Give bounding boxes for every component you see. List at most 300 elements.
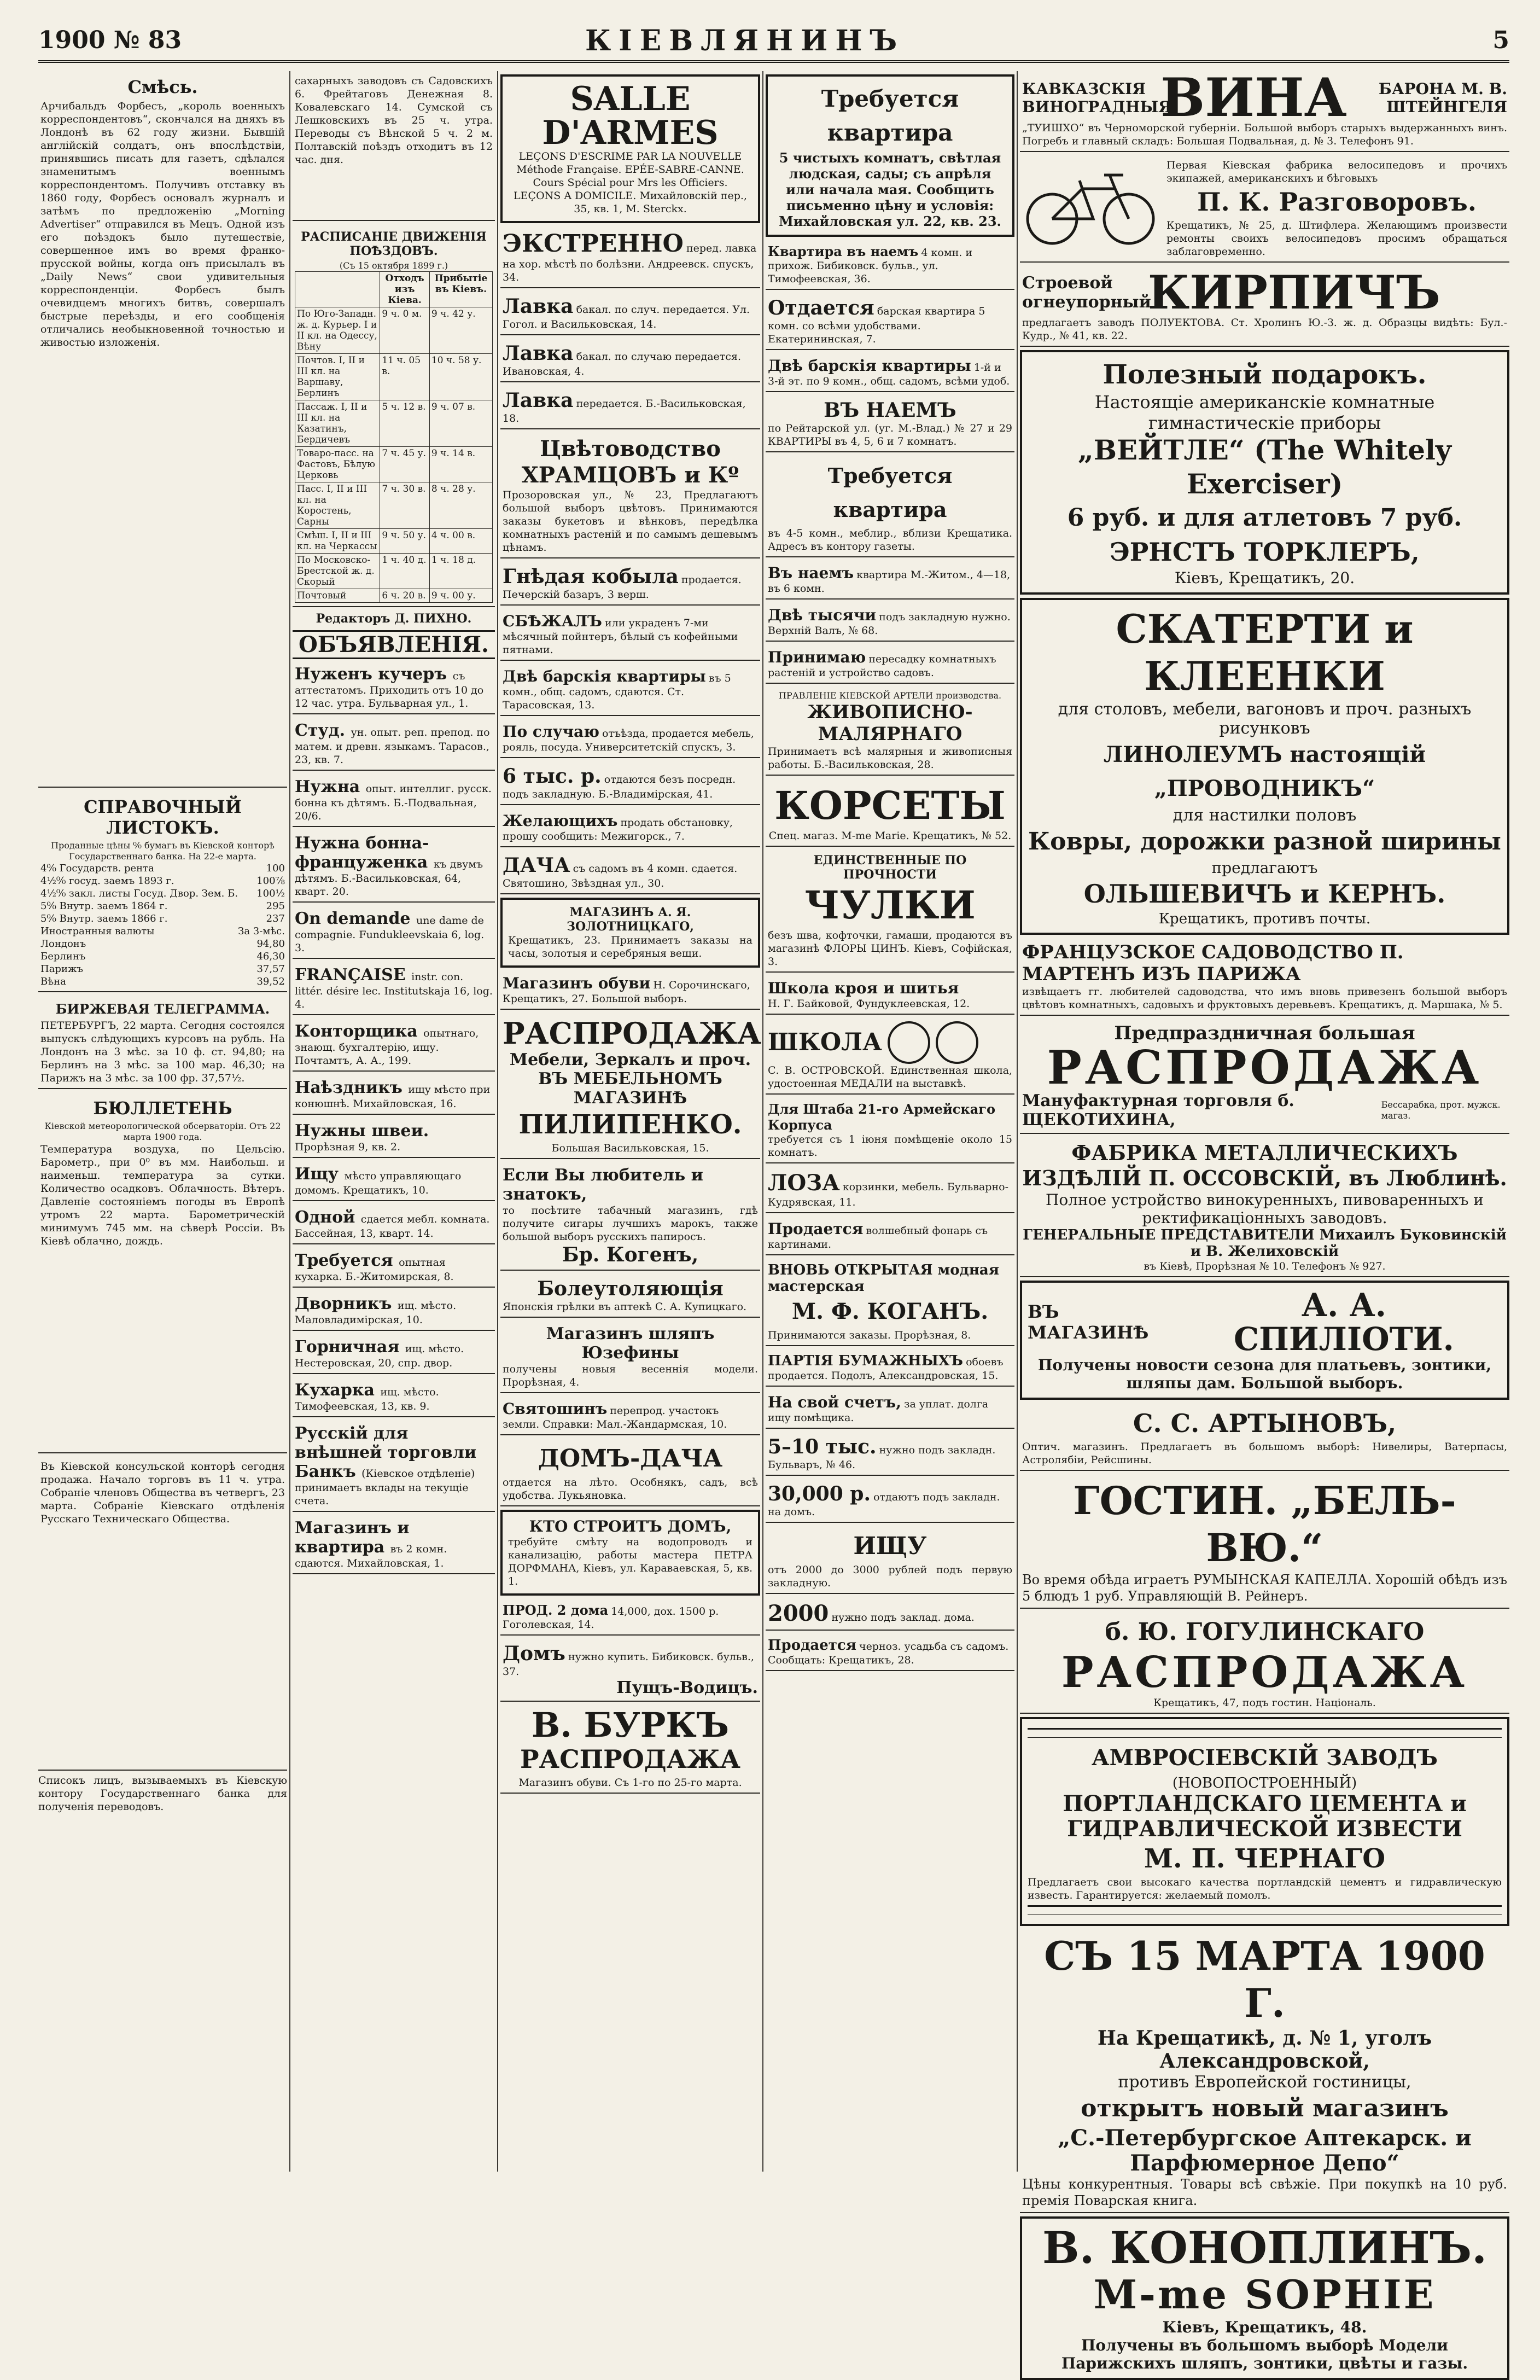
loan-5-10-ad bbox=[766, 1432, 1014, 1476]
exerciser-price: 6 руб. и для атлетовъ 7 руб. bbox=[1067, 504, 1462, 532]
jeweler-title: МАГАЗИНЪ А. Я. ЗОЛОТНИЦКАГО, bbox=[567, 905, 694, 934]
quote-value: 37,57 bbox=[256, 963, 285, 975]
quote-row bbox=[40, 862, 285, 875]
classified-ad-text: ищ. мѣсто. Тимофеевская, 13, кв. 9. bbox=[295, 1386, 439, 1412]
schedule-cell: Почтов. I, II и III кл. на Варшаву, Берлинъ bbox=[295, 354, 380, 400]
wicker-ad bbox=[766, 1167, 1014, 1213]
shop-head-3: Лавка bbox=[503, 389, 574, 412]
quote-value: 46,30 bbox=[256, 951, 285, 962]
cement-sub: (НОВОПОСТРОЕННЫЙ) bbox=[1172, 1775, 1357, 1791]
two-flats-ad bbox=[766, 353, 1014, 392]
carpets-title: Ковры, дорожки разной ширины bbox=[1028, 828, 1501, 856]
bicycle-maker: П. К. Разговоровъ. bbox=[1197, 187, 1477, 217]
newspaper-title: КІЕВЛЯНИНЪ bbox=[585, 24, 905, 57]
mare-ad bbox=[500, 562, 760, 606]
story bbox=[38, 71, 287, 788]
optics-text: Оптич. магазинъ. Предлагаетъ въ большомъ выборѣ: Нивелиры, Ватерпасы, Астролябіи, Рейсшины. bbox=[1022, 1441, 1507, 1466]
shop-text-3: передается. Б.-Васильковская, 18. bbox=[503, 398, 746, 424]
painters-sub: ПРАВЛЕНІЕ КІЕВСКОЙ АРТЕЛИ производства. bbox=[778, 690, 1002, 701]
reference-title: СПРАВОЧНЫЙ ЛИСТОКЪ. bbox=[84, 796, 242, 838]
classified-ad-text: съ аттестатомъ. Приходить отъ 10 до 12 час. утра. Бульварная ул., 1. bbox=[295, 670, 484, 709]
hats-head: Магазинъ шляпъ Юзефины bbox=[546, 1324, 715, 1363]
schedule-row bbox=[295, 482, 493, 529]
quote-value: 39,52 bbox=[256, 976, 285, 987]
two-flats-head: Двѣ барскія квартиры bbox=[768, 357, 971, 375]
schedule-row bbox=[295, 354, 493, 400]
pharmacy-against: противъ Европейской гостиницы, bbox=[1118, 2073, 1411, 2092]
houses-sale-ad bbox=[500, 1599, 760, 1636]
sewing-school-ad bbox=[766, 976, 1014, 1015]
flat-wanted-text: 5 чистыхъ комнатъ, свѣтлая людская, сады; съ апрѣля или начала мая. Сообщить письменно цѣну и условія: Михайловская ул. 22, кв. 23. bbox=[779, 150, 1001, 229]
classified-ad-text: въ 2 комн. сдаются. Михайловская, 1. bbox=[295, 1543, 447, 1569]
loan-2000-text: нужно подъ заклад. дома. bbox=[831, 1611, 975, 1623]
classified-ad-text: instr. con. littér. désire lec. Institutskaja 16, log. 4. bbox=[295, 971, 493, 1010]
stockings-text: безъ шва, кофточки, гамаши, продаются въ магазинѣ ФЛОРЫ ЦИНЪ. Кіевъ, Софійская, 3. bbox=[768, 929, 1012, 968]
flat-wanted-2-title: Требуется квартира bbox=[827, 463, 953, 522]
classified-ads bbox=[293, 661, 495, 1574]
cigar-text: то посѣтите табачный магазинъ, гдѣ получите сигары лучшихъ марокъ, также большой выборъ русскихъ папиросъ. bbox=[503, 1204, 758, 1243]
flat-rent-ad bbox=[766, 240, 1014, 290]
quote-value: За 3-мѣс. bbox=[238, 926, 285, 937]
quote-name: 5⁰⁄₀ Внутр. заемъ 1866 г. bbox=[40, 913, 168, 924]
schedule-cell: 9 ч. 50 у. bbox=[380, 529, 430, 554]
urgent-text: перед. лавка на хор. мѣстѣ по болѣзни. Андреевск. спускъ, 34. bbox=[503, 242, 757, 283]
quote-row bbox=[40, 887, 285, 900]
for-rent-ad bbox=[766, 395, 1014, 452]
flat-let-text: барская квартира 5 комн. со всѣми удобствами. Екатерининская, 7. bbox=[768, 305, 985, 345]
shoes-ad bbox=[500, 971, 760, 1010]
pharmacy-name: „С.-Петербургское Аптекарск. и Парфюмерное Депо“ bbox=[1058, 2125, 1472, 2176]
classified-ad-text: сдается мебл. комната. Бассейная, 13, кварт. 14. bbox=[295, 1213, 490, 1240]
houses-sale-head: ПРОД. 2 дома bbox=[503, 1602, 609, 1618]
quote-name: 5⁰⁄₀ Внутр. заемъ 1864 г. bbox=[40, 900, 168, 912]
exerciser-text: Настоящіе американскіе комнатные гимнастическіе приборы bbox=[1094, 392, 1435, 433]
lantern-head: Продается bbox=[768, 1220, 864, 1238]
own-account-head: На свой счетъ, bbox=[768, 1393, 901, 1411]
two-thousand-head: Двѣ тысячи bbox=[768, 606, 877, 624]
urgent-head: ЭКСТРЕННО bbox=[503, 230, 684, 258]
two-flats-text: 1-й и 3-й эт. по 9 комн., общ. садомъ, всѣми удоб. bbox=[768, 362, 1010, 387]
wicker-head: ЛОЗА bbox=[768, 1170, 840, 1196]
hotel-name: ГОСТИН. „БЕЛЬ-ВЮ.“ bbox=[1073, 1478, 1456, 1570]
loan-5-10-head: 5–10 тыс. bbox=[768, 1435, 877, 1458]
classified-ad bbox=[293, 1248, 495, 1288]
schedule-cell: Пассаж. I, II и III кл. на Казатинъ, Бердичевъ bbox=[295, 400, 380, 447]
shop-text-1: бакал. по случ. передается. Ул. Гогол. и Васильковская, 14. bbox=[503, 304, 750, 330]
for-rent-head: ВЪ НАЕМЪ bbox=[824, 399, 956, 422]
fashion-text: Принимаются заказы. Прорѣзная, 8. bbox=[768, 1329, 971, 1341]
schedule-cell: 1 ч. 40 д. bbox=[380, 554, 430, 589]
schedule-cell: 7 ч. 30 в. bbox=[380, 482, 430, 529]
loan-30000-ad bbox=[766, 1479, 1014, 1523]
exerciser-ad bbox=[1020, 350, 1509, 595]
column-5 bbox=[1020, 67, 1509, 2372]
classified-ad-head: Нужна бонна-француженка bbox=[295, 834, 434, 872]
classified-ad-head: Нуженъ кучеръ bbox=[295, 665, 453, 684]
school-title: ШКОЛА bbox=[768, 1028, 882, 1056]
metal-factory-text: Полное устройство винокуренныхъ, пивоваренныхъ и ректификаціонныхъ заводовъ. bbox=[1046, 1191, 1484, 1227]
gogulinsky-ad bbox=[1020, 1612, 1509, 1714]
loan-text: отдаются безъ посредн. подъ закладную. Б.-Владимірская, 41. bbox=[503, 773, 736, 800]
classified-ad bbox=[293, 1204, 495, 1244]
pilipenko-goods: Мебели, Зеркалъ и проч. ВЪ МЕБЕЛЬНОМЪ МАГАЗИНѢ bbox=[509, 1050, 751, 1108]
spilioti-text: Получены новости сезона для платьевъ, зонтики, шляпы дам. Большой выборъ. bbox=[1037, 1356, 1492, 1392]
pharmacy-date: СЪ 15 МАРТА 1900 Г. bbox=[1044, 1933, 1485, 2026]
wicker-text: корзинки, мебель. Бульварно-Кудрявская, 11. bbox=[768, 1181, 1008, 1208]
burk-sale: РАСПРОДАЖА bbox=[520, 1744, 740, 1774]
flat-let-head: Отдается bbox=[768, 296, 874, 319]
seek-text: отъ 2000 до 3000 рублей подъ первую закладную. bbox=[768, 1564, 1012, 1589]
flat-wanted-title: Требуется квартира bbox=[821, 85, 959, 146]
school-text: С. В. ОСТРОВСКОЙ. Единственная школа, удостоенная МЕДАЛИ на выставкѣ. bbox=[768, 1064, 1012, 1090]
rent-head: Въ наемъ bbox=[768, 564, 854, 582]
loan-head: 6 тыс. р. bbox=[503, 765, 602, 788]
house-wanted-head: Домъ bbox=[503, 1642, 565, 1665]
story-title: Смѣсь. bbox=[127, 77, 198, 97]
mare-head: Гнѣдая кобыла bbox=[503, 565, 679, 588]
schedule-row bbox=[295, 447, 493, 482]
wine-text: „ТУИШХО“ въ Черноморской губерніи. Большой выборъ старыхъ выдержанныхъ винъ. Погребъ и главный складъ: Большая Подвальная, д. № 3. Телефонъ 91. bbox=[1022, 122, 1507, 147]
tablecloth-title: СКАТЕРТИ и КЛЕЕНКИ bbox=[1116, 606, 1414, 699]
metal-factory-title: ФАБРИКА МЕТАЛЛИЧЕСКИХЪ ИЗДѢЛІЙ П. ОССОВСКІЙ, въ Люблинѣ. bbox=[1022, 1140, 1507, 1190]
for-rent-text: по Рейтарской ул. (уг. М.-Влад.) № 27 и 29 КВАРТИРЫ въ 4, 5, 6 и 7 комнатъ. bbox=[768, 422, 1012, 447]
cement-text: Предлагаетъ свои высокаго качества портландскій цементъ и гидравлическую известь. Гарантируется: желаемый помолъ. bbox=[1028, 1876, 1502, 1901]
pilipenko-addr: Большая Васильковская, 15. bbox=[551, 1142, 709, 1154]
flats-head: Двѣ барскія квартиры bbox=[503, 667, 706, 685]
quote-value: 100 bbox=[266, 863, 285, 874]
linoleum-title: ЛИНОЛЕУМЪ настоящій „ПРОВОДНИКЪ“ bbox=[1103, 742, 1426, 801]
classified-ad bbox=[293, 906, 495, 959]
spilioti-ad bbox=[1020, 1281, 1509, 1400]
cement-owner: М. П. ЧЕРНАГО bbox=[1144, 1843, 1386, 1874]
exerciser-addr: Кіевъ, Крещатикъ, 20. bbox=[1174, 569, 1355, 587]
classified-ad-head: Кухарка bbox=[295, 1381, 381, 1400]
notices-text: Въ Кіевской консульской конторѣ сегодня продажа. Начало торговъ въ 11 ч. утра. Собраніе членовъ Общества въ четвергъ, 23 марта. Собраніе Кіевскаго отдѣленія Русскаго Техническаго Общества. bbox=[40, 1460, 285, 1525]
linoleum-text: для настилки половъ bbox=[1172, 806, 1357, 825]
rent-text: квартира М.-Житом., 4—18, въ 6 комн. bbox=[768, 569, 1011, 595]
cigar-title: Если Вы любитель и знатокъ, bbox=[503, 1166, 703, 1204]
hats-text: получены новыя весеннія модели. Прорѣзная, 4. bbox=[503, 1363, 758, 1388]
schedule-cell: По Московско-Брестской ж. д. Скорый bbox=[295, 554, 380, 589]
furniture-head: По случаю bbox=[503, 723, 599, 741]
two-thousand-ad bbox=[766, 603, 1014, 642]
sewing-school-head: Школа кроя и шитья bbox=[768, 979, 959, 997]
schedule-cell: 9 ч. 14 в. bbox=[429, 447, 492, 482]
quote-row bbox=[40, 950, 285, 963]
svyatoshin-text: перепрод. участокъ земли. Справки: Мал.-Жандармская, 10. bbox=[503, 1405, 727, 1430]
loan-5-10-text: нужно подъ закладн. Бульваръ, № 46. bbox=[768, 1444, 996, 1471]
schedule-cell: 9 ч. 07 в. bbox=[429, 400, 492, 447]
schedule-cell: Товаро-пасс. на Фастовъ, Бѣлую Церковь bbox=[295, 447, 380, 482]
estate-sale-text: черноз. усадьба съ садомъ. Сообщать: Крещатикъ, 28. bbox=[768, 1640, 1009, 1666]
classified-ad-head: Магазинъ и квартира bbox=[295, 1518, 410, 1557]
flowers-text: Прозоровская ул., № 23, Предлагаютъ большой выборъ цвѣтовъ. Принимаются заказы букетовъ и вѣнковъ, передѣлка комнатныхъ растеній и по самымъ дешевымъ цѣнамъ. bbox=[503, 489, 758, 554]
classified-ad-text: мѣсто управляющаго домомъ. Крещатикъ, 10. bbox=[295, 1170, 462, 1196]
quote-value: 100½ bbox=[256, 888, 285, 899]
furniture-text: отъѣзда, продается мебель, рояль, посуда. Университетскій спускъ, 3. bbox=[503, 728, 754, 753]
ornament-border bbox=[1028, 1728, 1502, 1738]
stockings-title: ЧУЛКИ bbox=[804, 882, 976, 928]
classified-ad-text: Прорѣзная 9, кв. 2. bbox=[295, 1141, 401, 1153]
classified-ad bbox=[293, 830, 495, 903]
quote-value: 237 bbox=[266, 913, 285, 924]
schedule-cell: По Юго-Западн. ж. д. Курьер. I и II кл. на Одессу, Вѣну bbox=[295, 307, 380, 354]
quote-name: 4½⁰⁄₀ закл. листы Госуд. Двор. Зем. Б. bbox=[40, 888, 238, 899]
schedule-subtitle: (Съ 15 октября 1899 г.) bbox=[339, 260, 448, 271]
flat-wanted-ad bbox=[766, 74, 1014, 237]
loan-30000-text: отдаютъ подъ закладн. на домъ. bbox=[768, 1491, 1000, 1518]
schedule-row bbox=[295, 589, 493, 603]
mare-text: продается. Печерскій базаръ, 3 верш. bbox=[503, 574, 742, 601]
classified-ad-text: ун. опыт. реп. препод. по матем. и древн. языкамъ. Тарасов., 23, кв. 7. bbox=[295, 726, 490, 766]
pharmacy-text: Цѣны конкурентныя. Товары всѣ свѣжіе. При покупкѣ на 10 руб. премія Поварская книга. bbox=[1022, 2177, 1507, 2208]
loan-2000-head: 2000 bbox=[768, 1601, 829, 1626]
two-thousand-text: подъ закладную нужно. Верхній Валъ, № 68. bbox=[768, 611, 1011, 637]
hotel-ad bbox=[1020, 1474, 1509, 1609]
schedule-cell: 10 ч. 58 у. bbox=[429, 354, 492, 400]
brick-text: предлагаетъ заводъ ПОЛУЕКТОВА. Ст. Хролинъ Ю.-З. ж. д. Образцы видѣть: Бул.-Кудр., № 41, кв. 22. bbox=[1022, 317, 1507, 342]
flat-let-ad bbox=[766, 293, 1014, 350]
schedule-row bbox=[295, 554, 493, 589]
plants-head: Принимаю bbox=[768, 648, 866, 666]
cement-factory: АМВРОСІЕВСКІЙ ЗАВОДЪ bbox=[1092, 1745, 1438, 1771]
classified-ad-head: Нужны швеи. bbox=[295, 1121, 429, 1140]
wish-text: продать обстановку, прошу сообщить: Межигорск., 7. bbox=[503, 817, 733, 842]
classified-ad-head: Наѣздникъ bbox=[295, 1078, 409, 1097]
plumber-ad bbox=[500, 1510, 760, 1596]
garden-ad bbox=[1020, 938, 1509, 1016]
konoplin-addr: Кіевъ, Крещатикъ, 48. bbox=[1162, 2318, 1367, 2336]
quote-name: Вѣна bbox=[40, 976, 66, 987]
bicycle-icon bbox=[1022, 159, 1159, 246]
own-account-ad bbox=[766, 1390, 1014, 1429]
ornament-border bbox=[1028, 1905, 1502, 1915]
metal-factory-reps: ГЕНЕРАЛЬНЫЕ ПРЕДСТАВИТЕЛИ Михаилъ Буковинскій и В. Желиховскій bbox=[1023, 1227, 1507, 1260]
classified-ad-text: опытнаго, знающ. бухгалтерію, ищу. Почтамтъ, А. А., 199. bbox=[295, 1027, 479, 1067]
bicycle-ad bbox=[1020, 155, 1509, 263]
classified-ad-head: On demande bbox=[295, 909, 416, 928]
exerciser-seller: ЭРНСТЪ ТОРКЛЕРЪ, bbox=[1110, 537, 1420, 567]
weather-bulletin bbox=[38, 1092, 287, 1453]
house-wanted-text: нужно купить. Бибиковск. бульв., 37. bbox=[503, 1651, 754, 1678]
schedule-cell: 9 ч. 42 у. bbox=[429, 307, 492, 354]
classified-ad-text: une dame de compagnie. Fundukleevskaia 6, log. 3. bbox=[295, 915, 485, 954]
schedule-cell: Почтовый bbox=[295, 589, 380, 603]
column-4 bbox=[766, 71, 1014, 2172]
cigar-brand: Бр. Когенъ, bbox=[562, 1243, 699, 1266]
telegram-text: ПЕТЕРБУРГЪ, 22 марта. Сегодня состоялся выпускъ слѣдующихъ курсовъ на рубль. На Лондонъ на 3 мѣс. за 10 ф. ст. 94,80; на Берлинъ на 3 мѣс. за 100 мар. 46,30; на Парижъ на 3 мѣс. за 100 фр. 37,57½. bbox=[40, 1020, 285, 1084]
classified-ad-head: FRANÇAISE bbox=[295, 965, 412, 985]
classified-ad bbox=[293, 774, 495, 827]
pharmacy-ad bbox=[1020, 1929, 1509, 2213]
konoplin-brand: M-me SOPHIE bbox=[1093, 2271, 1436, 2318]
warmers-head: Болеутоляющія bbox=[537, 1277, 724, 1300]
schedule-cell: 4 ч. 00 в. bbox=[429, 529, 492, 554]
estate-sale-head: Продается bbox=[768, 1637, 856, 1654]
seek-ad bbox=[766, 1526, 1014, 1594]
quote-value: 100⅞ bbox=[256, 875, 285, 887]
textile-sale-ad bbox=[1020, 1019, 1509, 1134]
classified-ad bbox=[293, 1515, 495, 1574]
classified-ad-head: Требуется bbox=[295, 1251, 399, 1270]
flats-ad bbox=[500, 664, 760, 716]
lost-dog-text: или украденъ 7-ми мѣсячный пойнтеръ, бѣлый съ кофейными пятнами. bbox=[503, 617, 738, 656]
bicycle-info: Крещатикъ, № 25, д. Штифлера. Желающимъ произвести ремонты своихъ велосипедовъ просимъ обращаться заблаговременно. bbox=[1166, 219, 1507, 258]
classified-ad-text: опыт. интеллиг. русск. бонна къ дѣтямъ. Б.-Подвальная, 20/6. bbox=[295, 783, 492, 822]
exchange-telegram bbox=[38, 996, 287, 1089]
painters-title: ЖИВОПИСНО-МАЛЯРНАГО bbox=[807, 701, 973, 745]
schedule-table bbox=[295, 271, 493, 603]
wish-head: Желающихъ bbox=[503, 812, 618, 830]
fashion-name: М. Ф. КОГАНЪ. bbox=[791, 1299, 989, 1324]
metal-factory-addr: въ Кіевѣ, Прорѣзная № 10. Телефонъ № 927. bbox=[1144, 1260, 1386, 1272]
medal-icon bbox=[936, 1021, 978, 1064]
bulletin-title: БЮЛЛЕТЕНЬ bbox=[93, 1098, 232, 1119]
classified-ad bbox=[293, 1161, 495, 1201]
flat-wanted-2-text: въ 4-5 комн., меблир., вблизи Крещатика. Адресъ въ контору газеты. bbox=[768, 527, 1012, 552]
wine-baron: БАРОНА М. В. ШТЕЙНГЕЛЯ bbox=[1378, 80, 1507, 116]
column-divider bbox=[289, 71, 290, 2172]
schedule-column-header: Прибытіе въ Кіевъ. bbox=[429, 272, 492, 307]
rent-ad bbox=[766, 561, 1014, 600]
loan-2000-ad bbox=[766, 1597, 1014, 1631]
pharmacy-addr: На Крещатикѣ, д. № 1, уголъ Александровской, bbox=[1097, 2027, 1432, 2073]
tablecloth-addr: Крещатикъ, противъ почты. bbox=[1158, 911, 1371, 927]
warmers-text: Японскія грѣлки въ аптекѣ С. А. Купицкаго. bbox=[503, 1301, 747, 1313]
jeweler-text: Крещатикъ, 23. Принимаетъ заказы на часы, золотыя и серебряныя вещи. bbox=[508, 934, 752, 959]
quote-name: Берлинъ bbox=[40, 951, 86, 962]
svyatoshin-head: Святошинъ bbox=[503, 1400, 608, 1418]
textile-sale: РАСПРОДАЖА bbox=[1047, 1040, 1483, 1095]
wine-ad bbox=[1020, 67, 1509, 152]
schedule-title: РАСПИСАНІЕ ДВИЖЕНІЯ ПОѢЗДОВЪ. bbox=[301, 230, 487, 258]
house-wanted-ad bbox=[500, 1639, 760, 1702]
reference-sheet bbox=[38, 791, 287, 992]
schedule-row bbox=[295, 307, 493, 354]
notices bbox=[38, 1457, 287, 1771]
reference-rows bbox=[40, 862, 285, 988]
exerciser-brand: „ВЕЙТЛЕ“ (The Whitely Exerciser) bbox=[1078, 434, 1451, 500]
quote-name: 4⁰⁄₀ Государств. рента bbox=[40, 863, 154, 874]
quote-row bbox=[40, 912, 285, 925]
house-dacha-ad bbox=[500, 1439, 760, 1506]
textile-pre: Предпраздничная большая bbox=[1114, 1022, 1415, 1044]
column-divider bbox=[497, 71, 498, 2172]
flat-rent-text: 4 комн. и прихож. Бибиковск. бульв., ул. Тимофеевская, 36. bbox=[768, 247, 973, 285]
brick-pre: Строевой огнеупорный bbox=[1022, 274, 1151, 312]
schedule-cell: Смѣш. I, II и III кл. на Черкассы bbox=[295, 529, 380, 554]
urgent-ad bbox=[500, 226, 760, 288]
svyatoshin-ad bbox=[500, 1396, 760, 1435]
fashion-ad bbox=[766, 1259, 1014, 1346]
classified-ad bbox=[293, 1019, 495, 1072]
classified-ad-head: Ищу bbox=[295, 1165, 345, 1184]
burk-name: В. БУРКЪ bbox=[531, 1705, 730, 1745]
spilioti-name: А. А. СПИЛІОТИ. bbox=[1233, 1287, 1454, 1358]
brick-title: КИРПИЧЪ bbox=[1148, 265, 1440, 319]
schedule-cell: 5 ч. 12 в. bbox=[380, 400, 430, 447]
pilipenko-ad bbox=[500, 1013, 760, 1159]
optics-name: С. С. АРТЫНОВЪ, bbox=[1133, 1409, 1397, 1438]
konoplin-text: Получены въ большомъ выборѣ Модели Парижскихъ шляпъ, зонтики, цвѣты и газы. bbox=[1061, 2336, 1468, 2372]
cement-title: ПОРТЛАНДСКАГО ЦЕМЕНТА и ГИДРАВЛИЧЕСКОЙ ИЗВЕСТИ bbox=[1063, 1791, 1467, 1842]
tablecloth-ad bbox=[1020, 598, 1509, 935]
column-2 bbox=[293, 71, 495, 2172]
tablecloth-offer: предлагаютъ bbox=[1211, 859, 1318, 877]
classified-ad bbox=[293, 1334, 495, 1374]
house-dacha-title: ДОМЪ-ДАЧА bbox=[538, 1445, 723, 1473]
column-3 bbox=[500, 71, 760, 2172]
staff-hq-head: Для Штаба 21-го Армейскаго Корпуса bbox=[768, 1101, 996, 1133]
schedule-column-header: Отходъ изъ Кіева. bbox=[380, 272, 430, 307]
column-divider bbox=[1017, 71, 1018, 2172]
hotel-text: Во время обѣда играетъ РУМЫНСКАЯ КАПЕЛЛА. Хорошій обѣдъ изъ 5 блюдъ 1 руб. Управляющій В. Рейнеръ. bbox=[1022, 1572, 1507, 1604]
wine-title: ВИНА bbox=[1160, 67, 1347, 129]
loan-30000-head: 30,000 р. bbox=[768, 1482, 871, 1505]
garden-title: ФРАНЦУЗСКОЕ САДОВОДСТВО П. МАРТЕНЪ ИЗЪ ПАРИЖА bbox=[1022, 941, 1404, 985]
train-schedule bbox=[293, 224, 495, 607]
quote-name: Иностранныя валюты bbox=[40, 926, 155, 937]
wish-ad bbox=[500, 808, 760, 847]
tablecloth-text: для столовъ, мебели, вагоновъ и проч. разныхъ рисунковъ bbox=[1058, 700, 1472, 738]
schedule-cell: 7 ч. 45 у. bbox=[380, 447, 430, 482]
schedule-cell: 9 ч. 00 у. bbox=[429, 589, 492, 603]
quote-row bbox=[40, 925, 285, 938]
flat-rent-head: Квартира въ наемъ bbox=[768, 243, 919, 259]
fencing-text: LEÇONS D'ESCRIME PAR LA NOUVELLE Méthode Française. EPÉE-SABRE-CANNE. Cours Spécial pour Mrs les Officiers. LEÇONS A DOMICILE. Михайловскій пер., 35, кв. 1, M. Sterckx. bbox=[514, 150, 747, 215]
quote-row bbox=[40, 875, 285, 887]
sewing-school-text: Н. Г. Байковой, Фундуклеевская, 12. bbox=[768, 998, 970, 1010]
lost-dog-head: СБѢЖАЛЪ bbox=[503, 612, 602, 630]
burk-ad bbox=[500, 1705, 760, 1794]
painters-ad bbox=[766, 687, 1014, 776]
pilipenko-name: ПИЛИПЕНКО. bbox=[518, 1109, 742, 1140]
wine-origin: КАВКАЗСКІЯ ВИНОГРАДНЫЯ bbox=[1022, 80, 1172, 116]
pilipenko-sale: РАСПРОДАЖА bbox=[503, 1016, 762, 1051]
classified-ad bbox=[293, 1377, 495, 1417]
classified-ad bbox=[293, 718, 495, 771]
shop-ad-3 bbox=[500, 386, 760, 429]
plants-text: пересадку комнатныхъ растеній и устройство садовъ. bbox=[768, 653, 996, 679]
story-text: Арчибальдъ Форбесъ, „король военныхъ корреспондентовъ“, скончался на дняхъ въ Лондонѣ въ 62 году жизни. Бывшій англійскій солдатъ, онъ впослѣдствіи, принявшись писать для газетъ, сдѣлался знаменитымъ военнымъ корреспондентомъ. Получивъ отставку въ 1860 году, Форбесъ основалъ журналъ и затѣмъ по предложенію „Morning Advertiser“ отправился въ Мецъ. Одной изъ его поѣздокъ было путешествіе, совершенное имъ во время франко-прусской войны, когда онъ присылалъ въ „Daily News“ свои удивительныя корреспонденціи. Форбесъ былъ очевидцемъ многихъ битвъ, совершалъ быстрые переѣзды, и его сообщенія отличались необыкновенной точностью и живостью изложенія. bbox=[40, 100, 285, 348]
garden-text: извѣщаетъ гг. любителей садоводства, что имъ вновь привезенъ большой выборъ цвѣтовъ комнатныхъ, садовыхъ и фруктовыхъ деревьевъ. Крещатикъ, д. Маршака, № 5. bbox=[1022, 986, 1507, 1011]
jeweler-ad bbox=[500, 898, 760, 968]
quote-row bbox=[40, 938, 285, 950]
fashion-head: ВНОВЬ ОТКРЫТАЯ модная мастерская bbox=[768, 1262, 999, 1295]
burk-text: Магазинъ обуви. Съ 1-го по 25-го марта. bbox=[518, 1777, 742, 1789]
optics-ad bbox=[1020, 1403, 1509, 1471]
classified-ad bbox=[293, 1421, 495, 1512]
dacha-ad bbox=[500, 851, 760, 894]
lost-dog-ad bbox=[500, 609, 760, 661]
pharmacy-open: открытъ новый магазинъ bbox=[1081, 2094, 1449, 2122]
textile-shop: Мануфактурная торговля б. ЩЕКОТИХИНА, bbox=[1022, 1091, 1294, 1130]
schedule-cell: 1 ч. 18 д. bbox=[429, 554, 492, 589]
classified-ad-head: Одной bbox=[295, 1208, 361, 1227]
wallpaper-ad bbox=[766, 1349, 1014, 1387]
quote-name: 4½⁰⁄₀ госуд. заемъ 1893 г. bbox=[40, 875, 174, 887]
quote-row bbox=[40, 963, 285, 975]
bulletin-text: Температура воздуха, по Цельсію. Барометр., при 0⁰ въ мм. Наибольш. и наименьш. температура за сутки. Количество осадковъ. Облачность. Вѣтеръ. Давленіе состояніемъ погоды въ Европѣ утромъ 22 марта. Барометрическій минимумъ 745 мм. на сѣверѣ Россіи. Въ Кіевѣ облачно, дождь. bbox=[40, 1143, 285, 1247]
classified-ad-head: Дворникъ bbox=[295, 1294, 398, 1313]
quote-row bbox=[40, 900, 285, 912]
classified-ad-text: (Кіевское отдѣленіе) принимаетъ вклады на текущіе счета. bbox=[295, 1468, 475, 1507]
konoplin-ad bbox=[1020, 2216, 1509, 2380]
warmers-ad bbox=[500, 1274, 760, 1318]
column-1 bbox=[38, 71, 287, 2172]
masthead bbox=[38, 22, 1509, 63]
reference-subtitle: Проданные цѣны ⁰⁄₀ бумагъ въ Кіевской конторѣ Государственнаго банка. На 22-е марта. bbox=[51, 840, 275, 862]
